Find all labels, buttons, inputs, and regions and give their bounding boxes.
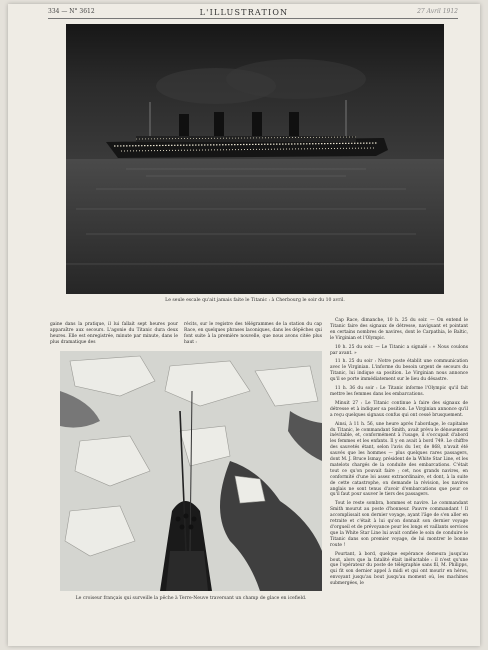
article-paragraph: Pourtant, à bord, quelque espérance demeura jusqu'au bout, alors que la fatalité était inéluctable : il n'est qu'une que l'opérateur du poste de télégraphie sans fil, M. Philipps, qui fit son dernier appel à midi et qui ont mourir en héros, envoyant jusqu'au bout jusqu'au moment où, les machines submergées, le	[330, 551, 468, 587]
article-paragraph: Minuit 27 : Le Titanic continue à faire des signaux de détresse et à indiquer sa position. Le Virginian annonce qu'il a reçu quelques signaux confus qui ont cessé brusquement.	[330, 400, 468, 418]
article-paragraph: Cap Race, dimanche, 10 h. 25 du soir. — On entend le Titanic faire des signaux de détresse, naviguant et pointant en certains nombres de navires, dont le Carpathia, le Baltic, le Virginian et l'Olympic.	[330, 318, 468, 341]
page-number: 334 — N° 3612	[48, 8, 95, 15]
article-column-1: gaine dans la pratique, il lui fallait sept heures pour apparaître aux secours. L'agonie du Titanic dura deux heures. Elle est enregistrée, minute par minute, dans le plus dramatique des	[50, 322, 178, 345]
article-paragraph: 11 h. 25 du soir : Notre poste établit une communication avec le Virginian. L'informe du besoin urgent de secours du Titanic, lui indique sa position. Le Virginian nous annonce qu'il se porte immédiatement sur le lieu du désastre.	[330, 359, 468, 383]
titanic-illustration	[66, 24, 444, 294]
icefield-photo-caption: Le croiseur français qui surveille la pêche à Terre-Neuve traversant un champ de glace en icefield.	[75, 596, 307, 601]
article-paragraph: 11 h. 36 du soir : Le Titanic informe l'Olympic qu'il fait mettre les femmes dans les embarcations.	[330, 386, 468, 397]
article-paragraph: 10 h. 25 du soir. — Le Titanic a signalé : « Nous coulons par avant. »	[330, 344, 468, 356]
publication-title: L'ILLUSTRATION	[199, 8, 289, 17]
titanic-photo	[66, 24, 444, 294]
issue-date: 27 Avril 1912	[417, 8, 458, 15]
icefield-photo	[60, 351, 322, 591]
titanic-photo-caption: Le seule escale qu'ait jamais faite le Titanic : à Cherbourg le soir du 10 avril.	[165, 298, 345, 303]
article-paragraph: Ainsi, à 11 h. 56, une heure après l'abordage, le capitaine du Titanic, le commandant Smith, avait prévu le dénouement inévitable, et, conformément à l'usage, il s'occupait d'abord les femmes et les enfants. Il y en avait à bord 749. Le chiffre des sauvetés étant, selon l'avis du 1er, de 868, n'avait été sauvés que les hommes — plus quelques rares passagers, dont M. J. Bruce Ismay, président de la White Star Line, et les matelots chargés de la conduite des embarcations. C'était tout ce qu'on pouvait faire ; cet, nos grands navires, en conformité d'une loi assez extraordinaire, et dont, à la suite de cette catastrophe, on demande la révision, les navires anglais ne sont tenus d'avoir d'embarcations que pour ce qu'il faut pour sauver le tiers des passagers.	[330, 421, 468, 498]
article-column-3	[330, 318, 468, 638]
article-paragraph: Tout le reste sombra, hommes et navire. Le commandant Smith mourut au poste d'honneur. Pauvre commandant ! Il accomplissait son dernier voyage, ayant l'âge de s'en aller en retraite et c'était à lui qu'on donnait son dernier voyage d'orgueil et de prévoyance pour les longs et vaillants services que la White Star Line lui avait confiée le soin de conduire le Titanic dans son premier voyage, de lui montrer le bonne route !	[330, 501, 468, 548]
magazine-page	[8, 4, 480, 646]
header-rule	[48, 18, 458, 19]
article-column-2: récits, sur le registre des télégrammes de la station du cap Race, en quelques phrases laconiques, dans les dépêches qui font suite à la première nouvelle, que nous avons citée plus haut :	[184, 322, 322, 345]
icefield-illustration	[60, 351, 322, 591]
